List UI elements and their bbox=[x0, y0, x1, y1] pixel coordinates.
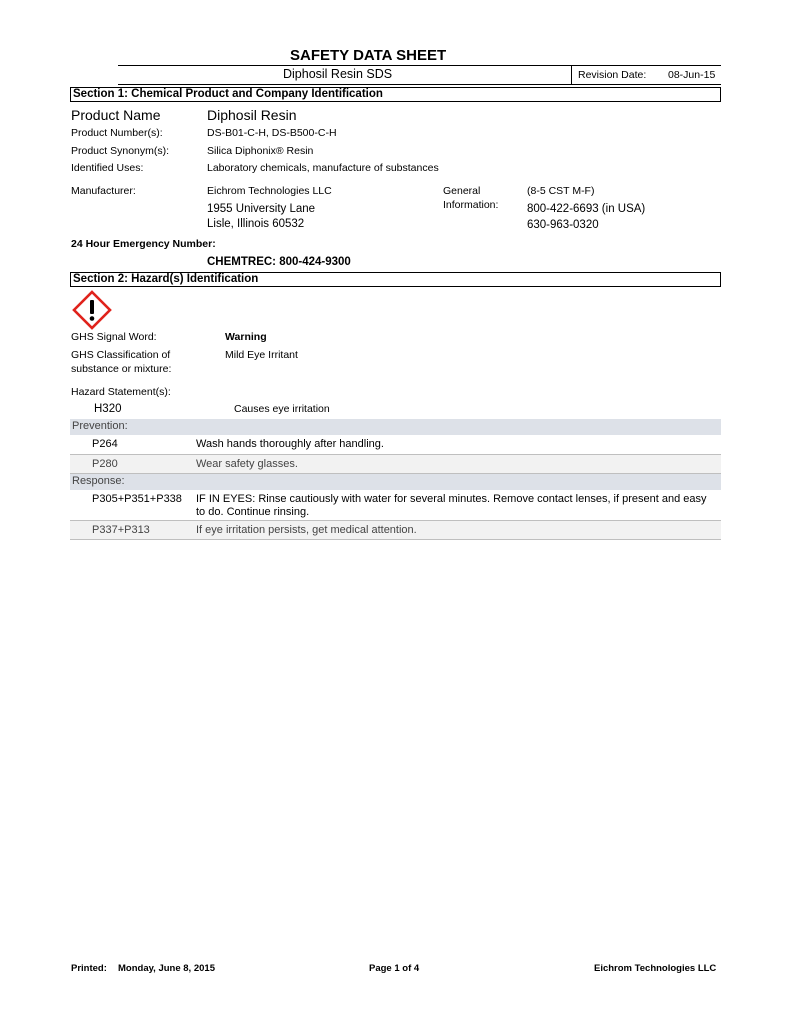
page-number: Page 1 of 4 bbox=[369, 963, 420, 974]
response-label: Response: bbox=[72, 475, 125, 487]
exclamation-mark-diamond-icon bbox=[72, 290, 112, 330]
classification-label-line1: GHS Classification of bbox=[71, 349, 171, 361]
revision-date: 08-Jun-15 bbox=[668, 69, 716, 81]
prevention-label: Prevention: bbox=[72, 420, 128, 432]
prevention-band bbox=[70, 419, 721, 435]
header-divider bbox=[571, 65, 572, 84]
general-information-phone-usa: 800-422-6693 (in USA) bbox=[527, 203, 646, 215]
revision-date-label: Revision Date: bbox=[578, 69, 647, 81]
precaution-code: P305+P351+P338 bbox=[92, 493, 182, 505]
product-synonym-label: Product Synonym(s): bbox=[71, 145, 170, 157]
emergency-number-label: 24 Hour Emergency Number: bbox=[71, 238, 216, 250]
identified-uses: Laboratory chemicals, manufacture of substances bbox=[207, 162, 439, 174]
classification-label-line2: substance or mixture: bbox=[71, 363, 172, 375]
manufacturer-address-line2: Lisle, Illinois 60532 bbox=[207, 218, 305, 230]
general-information-phone-other: 630-963-0320 bbox=[527, 219, 599, 231]
general-information-hours: (8-5 CST M-F) bbox=[527, 185, 595, 197]
footer-company: Eichrom Technologies LLC bbox=[594, 963, 717, 974]
hazard-statements-label: Hazard Statement(s): bbox=[71, 386, 171, 398]
precaution-text: Wear safety glasses. bbox=[196, 458, 298, 470]
classification: Mild Eye Irritant bbox=[225, 349, 298, 361]
product-name: Diphosil Resin bbox=[207, 107, 297, 123]
signal-word-label: GHS Signal Word: bbox=[71, 331, 157, 343]
product-name-label: Product Name bbox=[71, 107, 161, 123]
identified-uses-label: Identified Uses: bbox=[71, 162, 144, 174]
hazard-text: Causes eye irritation bbox=[234, 403, 330, 415]
table-row bbox=[70, 455, 721, 474]
hazard-code: H320 bbox=[94, 403, 122, 415]
section-1-heading: Section 1: Chemical Product and Company Identification bbox=[73, 88, 383, 100]
table-row bbox=[70, 435, 721, 455]
manufacturer-label: Manufacturer: bbox=[71, 185, 136, 197]
document-title: SAFETY DATA SHEET bbox=[290, 47, 447, 64]
precaution-code: P280 bbox=[92, 458, 118, 470]
product-number: DS-B01-C-H, DS-B500-C-H bbox=[207, 127, 337, 139]
product-number-label: Product Number(s): bbox=[71, 127, 163, 139]
section-1-heading-bar bbox=[70, 87, 721, 102]
header-rule-bottom bbox=[118, 84, 721, 85]
precaution-text: IF IN EYES: Rinse cautiously with water for several minutes. Remove contact lenses, if present and easy to do. Continue rinsing. bbox=[196, 493, 707, 518]
general-information-label-line1: General bbox=[443, 185, 481, 197]
general-information-label-line2: Information: bbox=[443, 199, 499, 211]
precaution-text: Wash hands thoroughly after handling. bbox=[196, 438, 384, 450]
product-synonym: Silica Diphonix® Resin bbox=[207, 145, 314, 157]
manufacturer-name: Eichrom Technologies LLC bbox=[207, 185, 332, 197]
header-rule-top bbox=[118, 65, 721, 66]
signal-word: Warning bbox=[225, 331, 267, 343]
precaution-text: If eye irritation persists, get medical attention. bbox=[196, 524, 417, 536]
emergency-number: CHEMTREC: 800-424-9300 bbox=[207, 256, 351, 268]
table-row bbox=[70, 521, 721, 540]
table-row bbox=[70, 490, 721, 521]
printed-label: Printed: bbox=[71, 963, 107, 974]
manufacturer-address-line1: 1955 University Lane bbox=[207, 203, 316, 215]
precaution-code: P337+P313 bbox=[92, 524, 150, 536]
response-band bbox=[70, 474, 721, 490]
section-2-heading-bar bbox=[70, 272, 721, 287]
section-2-heading: Section 2: Hazard(s) Identification bbox=[73, 273, 259, 285]
printed-date: Monday, June 8, 2015 bbox=[118, 963, 215, 974]
precaution-code: P264 bbox=[92, 438, 118, 450]
document-subtitle: Diphosil Resin SDS bbox=[283, 67, 393, 81]
